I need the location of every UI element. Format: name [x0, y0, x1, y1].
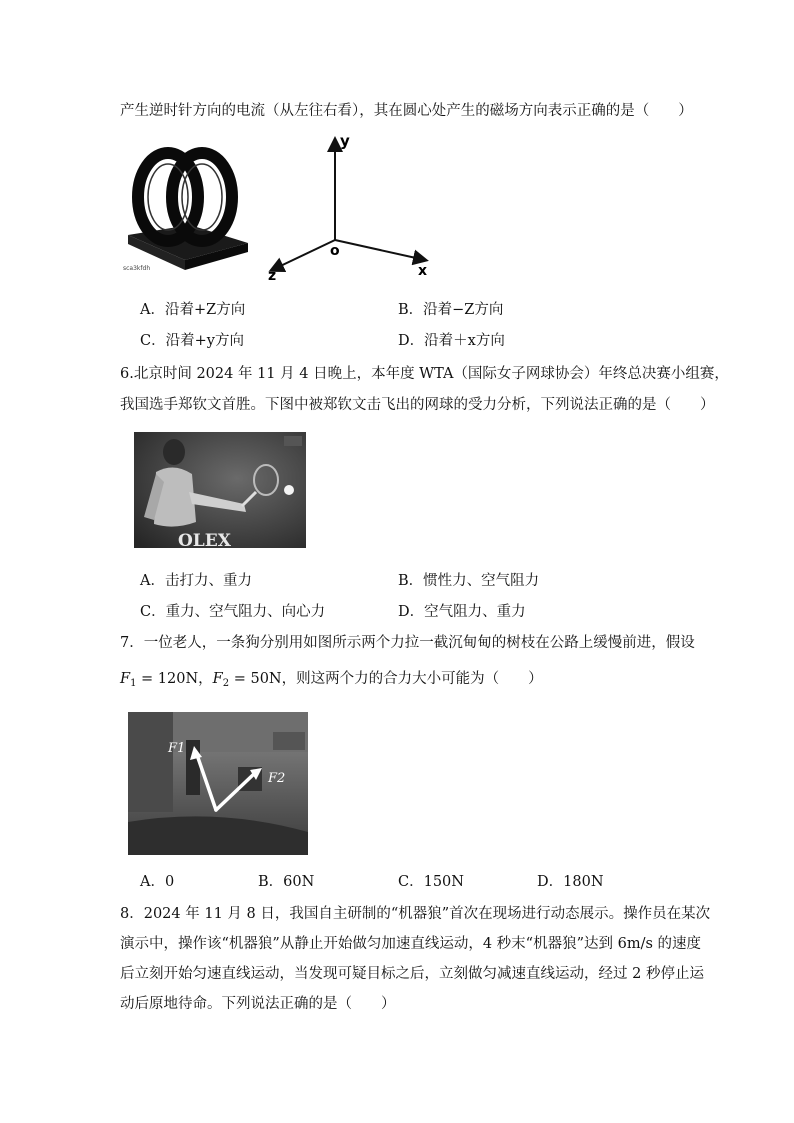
- coil-photo: [120, 140, 250, 275]
- q5-stem: 产生逆时针方向的电流（从左往右看），其在圆心处产生的磁场方向表示正确的是（ ）: [120, 103, 693, 119]
- tennis-photo: [134, 432, 306, 548]
- q6-option-d[interactable]: D．空气阻力、重力: [398, 604, 526, 620]
- q8-stem-line2: 演示中，操作该“机器狼”从静止开始做匀加速直线运动，4 秒末“机器狼”达到 6m/s 的速度: [120, 936, 702, 952]
- q7-stem-line1: 7．一位老人，一条狗分别用如图所示两个力拉一截沉甸甸的树枝在公路上缓慢前进，假设: [120, 635, 695, 651]
- q8-stem-line3: 后立刻开始匀速直线运动，当发现可疑目标之后，立刻做匀减速直线运动，经过 2 秒停止运: [120, 966, 704, 982]
- coil-watermark: sca3kfdh: [123, 265, 151, 272]
- axes-figure: [260, 130, 440, 280]
- f2-figure-label: F2: [268, 771, 286, 786]
- f2-subscript: 2: [222, 678, 230, 689]
- f1-subscript: 1: [130, 678, 137, 689]
- street-photo: [128, 712, 308, 855]
- q5-option-a[interactable]: A．沿着+Z方向: [140, 302, 246, 318]
- q8-stem-line1: 8．2024 年 11 月 8 日，我国自主研制的“机器狼”首次在现场进行动态展示。操作员在某次: [120, 906, 711, 922]
- q7-option-d[interactable]: D．180N: [537, 874, 604, 890]
- q5-option-b[interactable]: B．沿着−Z方向: [398, 302, 504, 318]
- f1-symbol: F: [120, 671, 131, 687]
- q6-option-c[interactable]: C．重力、空气阻力、向心力: [140, 604, 326, 620]
- q7-option-a[interactable]: A．0: [140, 874, 175, 890]
- q5-option-c[interactable]: C．沿着+y方向: [140, 333, 244, 349]
- tennis-photo-text: OLEX: [178, 531, 231, 548]
- tennis-ball: [284, 485, 294, 495]
- z-axis: [272, 240, 335, 270]
- q7-stem-line2: [120, 669, 543, 694]
- y-axis-label: y: [340, 132, 350, 150]
- q6-option-a[interactable]: A．击打力、重力: [140, 573, 252, 589]
- x-axis: [335, 240, 425, 260]
- q8-stem-line4: 动后原地待命。下列说法正确的是（ ）: [120, 996, 396, 1012]
- f2-symbol: F: [212, 671, 223, 687]
- q7-option-c[interactable]: C．150N: [398, 874, 464, 890]
- f2-value: = 50N，则这两个力的合力大小可能为（ ）: [229, 671, 543, 687]
- f1-value: = 120N，: [136, 671, 213, 687]
- q6-option-b[interactable]: B．惯性力、空气阻力: [398, 573, 540, 589]
- origin-label: o: [330, 243, 340, 259]
- x-axis-label: x: [418, 263, 428, 279]
- q5-option-d[interactable]: D．沿着＋x方向: [398, 333, 505, 349]
- q6-stem-line1: 6.北京时间 2024 年 11 月 4 日晚上，本年度 WTA（国际女子网球协会）年终总决赛小组赛，: [120, 366, 729, 382]
- q6-stem-line2: 我国选手郑钦文首胜。下图中被郑钦文击飞出的网球的受力分析，下列说法正确的是（ ）: [120, 397, 715, 413]
- z-axis-label: z: [268, 268, 277, 280]
- coil-image: [120, 140, 250, 275]
- q7-option-b[interactable]: B．60N: [258, 874, 315, 890]
- f1-figure-label: F1: [168, 741, 186, 756]
